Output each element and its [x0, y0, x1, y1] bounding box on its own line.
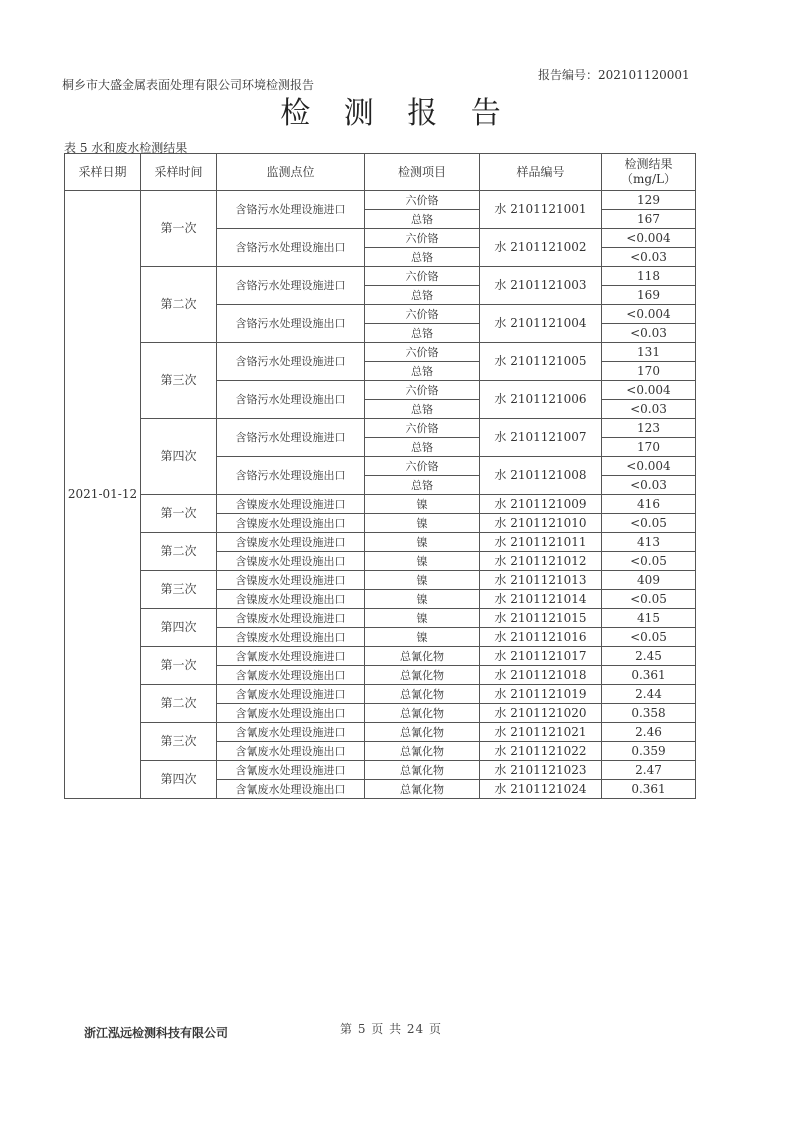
- test-item: 镍: [365, 628, 480, 647]
- test-result: 0.358: [602, 704, 696, 723]
- test-item: 总氰化物: [365, 780, 480, 799]
- table-row: [65, 191, 696, 210]
- table-row: [65, 533, 696, 552]
- sampling-time: 第一次: [141, 495, 217, 533]
- table-row: [65, 267, 696, 286]
- test-result: <0.03: [602, 400, 696, 419]
- test-item: 六价铬: [365, 419, 480, 438]
- sampling-time: 第二次: [141, 685, 217, 723]
- table-body: [65, 191, 696, 799]
- table-row: [65, 419, 696, 438]
- footer-page-number: 第 5 页 共 24 页: [340, 1022, 442, 1036]
- sample-number: 水 2101121005: [480, 343, 602, 381]
- test-item: 总氰化物: [365, 666, 480, 685]
- test-result: <0.03: [602, 248, 696, 267]
- test-result: 167: [602, 210, 696, 229]
- test-item: 总铬: [365, 324, 480, 343]
- sample-number: 水 2101121003: [480, 267, 602, 305]
- test-result: 118: [602, 267, 696, 286]
- test-item: 总铬: [365, 400, 480, 419]
- monitoring-point: 含氰废水处理设施出口: [217, 780, 365, 799]
- test-item: 六价铬: [365, 381, 480, 400]
- monitoring-point: 含铬污水处理设施进口: [217, 343, 365, 381]
- monitoring-point: 含镍废水处理设施出口: [217, 514, 365, 533]
- monitoring-point: 含铬污水处理设施出口: [217, 381, 365, 419]
- header-point: 监测点位: [217, 154, 365, 191]
- test-result: 2.47: [602, 761, 696, 780]
- test-result: <0.05: [602, 552, 696, 571]
- sampling-time: 第二次: [141, 533, 217, 571]
- test-result: <0.03: [602, 476, 696, 495]
- test-item: 六价铬: [365, 191, 480, 210]
- page-title: 检 测 报 告: [280, 96, 513, 131]
- sampling-time: 第三次: [141, 723, 217, 761]
- header-time: 采样时间: [141, 154, 217, 191]
- table-row: [65, 685, 696, 704]
- monitoring-point: 含铬污水处理设施出口: [217, 229, 365, 267]
- test-result: <0.004: [602, 457, 696, 476]
- test-item: 六价铬: [365, 305, 480, 324]
- test-result: 129: [602, 191, 696, 210]
- test-result: <0.05: [602, 590, 696, 609]
- sampling-date: 2021-01-12: [65, 191, 141, 799]
- sample-number: 水 2101121022: [480, 742, 602, 761]
- test-result: <0.05: [602, 628, 696, 647]
- sample-number: 水 2101121013: [480, 571, 602, 590]
- test-result: <0.03: [602, 324, 696, 343]
- test-result: <0.004: [602, 381, 696, 400]
- monitoring-point: 含氰废水处理设施进口: [217, 761, 365, 780]
- footer-organization: 浙江泓远检测科技有限公司: [84, 1026, 229, 1040]
- sample-number: 水 2101121021: [480, 723, 602, 742]
- test-result: 0.361: [602, 780, 696, 799]
- sample-number: 水 2101121023: [480, 761, 602, 780]
- table-row: [65, 761, 696, 780]
- sample-number: 水 2101121002: [480, 229, 602, 267]
- monitoring-point: 含氰废水处理设施进口: [217, 723, 365, 742]
- table-row: [65, 571, 696, 590]
- sampling-time: 第四次: [141, 761, 217, 799]
- sample-number: 水 2101121004: [480, 305, 602, 343]
- sample-number: 水 2101121024: [480, 780, 602, 799]
- sample-number: 水 2101121012: [480, 552, 602, 571]
- sampling-time: 第一次: [141, 647, 217, 685]
- test-result: 2.44: [602, 685, 696, 704]
- table-row: [65, 723, 696, 742]
- test-item: 总铬: [365, 438, 480, 457]
- sample-number: 水 2101121020: [480, 704, 602, 723]
- sampling-time: 第二次: [141, 267, 217, 343]
- monitoring-point: 含铬污水处理设施进口: [217, 191, 365, 229]
- sample-number: 水 2101121006: [480, 381, 602, 419]
- test-item: 总氰化物: [365, 761, 480, 780]
- test-result: <0.05: [602, 514, 696, 533]
- sampling-time: 第三次: [141, 343, 217, 419]
- sample-number: 水 2101121001: [480, 191, 602, 229]
- test-item: 六价铬: [365, 343, 480, 362]
- test-item: 镍: [365, 495, 480, 514]
- table-header-row: [65, 154, 696, 191]
- header-date: 采样日期: [65, 154, 141, 191]
- monitoring-point: 含镍废水处理设施出口: [217, 552, 365, 571]
- header-sample: 样品编号: [480, 154, 602, 191]
- sample-number: 水 2101121015: [480, 609, 602, 628]
- monitoring-point: 含镍废水处理设施进口: [217, 495, 365, 514]
- test-item: 总氰化物: [365, 704, 480, 723]
- sample-number: 水 2101121011: [480, 533, 602, 552]
- test-item: 镍: [365, 571, 480, 590]
- table-row: [65, 343, 696, 362]
- test-result: <0.004: [602, 305, 696, 324]
- test-result: <0.004: [602, 229, 696, 248]
- monitoring-point: 含氰废水处理设施出口: [217, 704, 365, 723]
- sample-number: 水 2101121009: [480, 495, 602, 514]
- test-result: 413: [602, 533, 696, 552]
- test-result: 0.361: [602, 666, 696, 685]
- monitoring-point: 含氰废水处理设施进口: [217, 647, 365, 666]
- monitoring-point: 含镍废水处理设施进口: [217, 571, 365, 590]
- test-result: 169: [602, 286, 696, 305]
- test-item: 镍: [365, 533, 480, 552]
- monitoring-point: 含铬污水处理设施进口: [217, 419, 365, 457]
- monitoring-point: 含镍废水处理设施出口: [217, 628, 365, 647]
- test-item: 镍: [365, 552, 480, 571]
- monitoring-point: 含氰废水处理设施进口: [217, 685, 365, 704]
- test-item: 总铬: [365, 362, 480, 381]
- test-item: 总氰化物: [365, 685, 480, 704]
- monitoring-point: 含氰废水处理设施出口: [217, 742, 365, 761]
- test-result: 416: [602, 495, 696, 514]
- test-result: 170: [602, 438, 696, 457]
- table-row: [65, 647, 696, 666]
- test-item: 总铬: [365, 210, 480, 229]
- sample-number: 水 2101121010: [480, 514, 602, 533]
- monitoring-point: 含镍废水处理设施进口: [217, 533, 365, 552]
- test-item: 六价铬: [365, 229, 480, 248]
- test-item: 总铬: [365, 286, 480, 305]
- company-report-name: 桐乡市大盛金属表面处理有限公司环境检测报告: [62, 78, 315, 92]
- test-result: 2.45: [602, 647, 696, 666]
- test-item: 总氰化物: [365, 723, 480, 742]
- report-number: 报告编号：202101120001: [538, 68, 690, 82]
- monitoring-point: 含铬污水处理设施出口: [217, 457, 365, 495]
- test-result: 2.46: [602, 723, 696, 742]
- sample-number: 水 2101121018: [480, 666, 602, 685]
- sample-number: 水 2101121007: [480, 419, 602, 457]
- test-result: 170: [602, 362, 696, 381]
- sample-number: 水 2101121017: [480, 647, 602, 666]
- test-item: 镍: [365, 514, 480, 533]
- sample-number: 水 2101121014: [480, 590, 602, 609]
- test-result: 123: [602, 419, 696, 438]
- test-item: 总铬: [365, 248, 480, 267]
- test-item: 总氰化物: [365, 742, 480, 761]
- test-item: 总铬: [365, 476, 480, 495]
- test-result: 415: [602, 609, 696, 628]
- monitoring-point: 含铬污水处理设施进口: [217, 267, 365, 305]
- sampling-time: 第三次: [141, 571, 217, 609]
- sample-number: 水 2101121008: [480, 457, 602, 495]
- sampling-time: 第四次: [141, 419, 217, 495]
- sampling-time: 第一次: [141, 191, 217, 267]
- table-caption: 表 5 水和废水检测结果: [64, 141, 188, 155]
- test-result: 0.359: [602, 742, 696, 761]
- test-result: 131: [602, 343, 696, 362]
- test-item: 六价铬: [365, 457, 480, 476]
- table-row: [65, 495, 696, 514]
- header-result-label: 检测结果: [624, 157, 673, 171]
- sample-number: 水 2101121016: [480, 628, 602, 647]
- test-item: 镍: [365, 590, 480, 609]
- header-item: 检测项目: [365, 154, 480, 191]
- test-item: 总氰化物: [365, 647, 480, 666]
- test-result: 409: [602, 571, 696, 590]
- results-table: [64, 153, 696, 799]
- monitoring-point: 含镍废水处理设施进口: [217, 609, 365, 628]
- test-item: 六价铬: [365, 267, 480, 286]
- sample-number: 水 2101121019: [480, 685, 602, 704]
- monitoring-point: 含镍废水处理设施出口: [217, 590, 365, 609]
- header-result-unit: （mg/L）: [620, 172, 677, 186]
- sampling-time: 第四次: [141, 609, 217, 647]
- monitoring-point: 含铬污水处理设施出口: [217, 305, 365, 343]
- header-result: [602, 154, 696, 191]
- test-item: 镍: [365, 609, 480, 628]
- monitoring-point: 含氰废水处理设施出口: [217, 666, 365, 685]
- table-row: [65, 609, 696, 628]
